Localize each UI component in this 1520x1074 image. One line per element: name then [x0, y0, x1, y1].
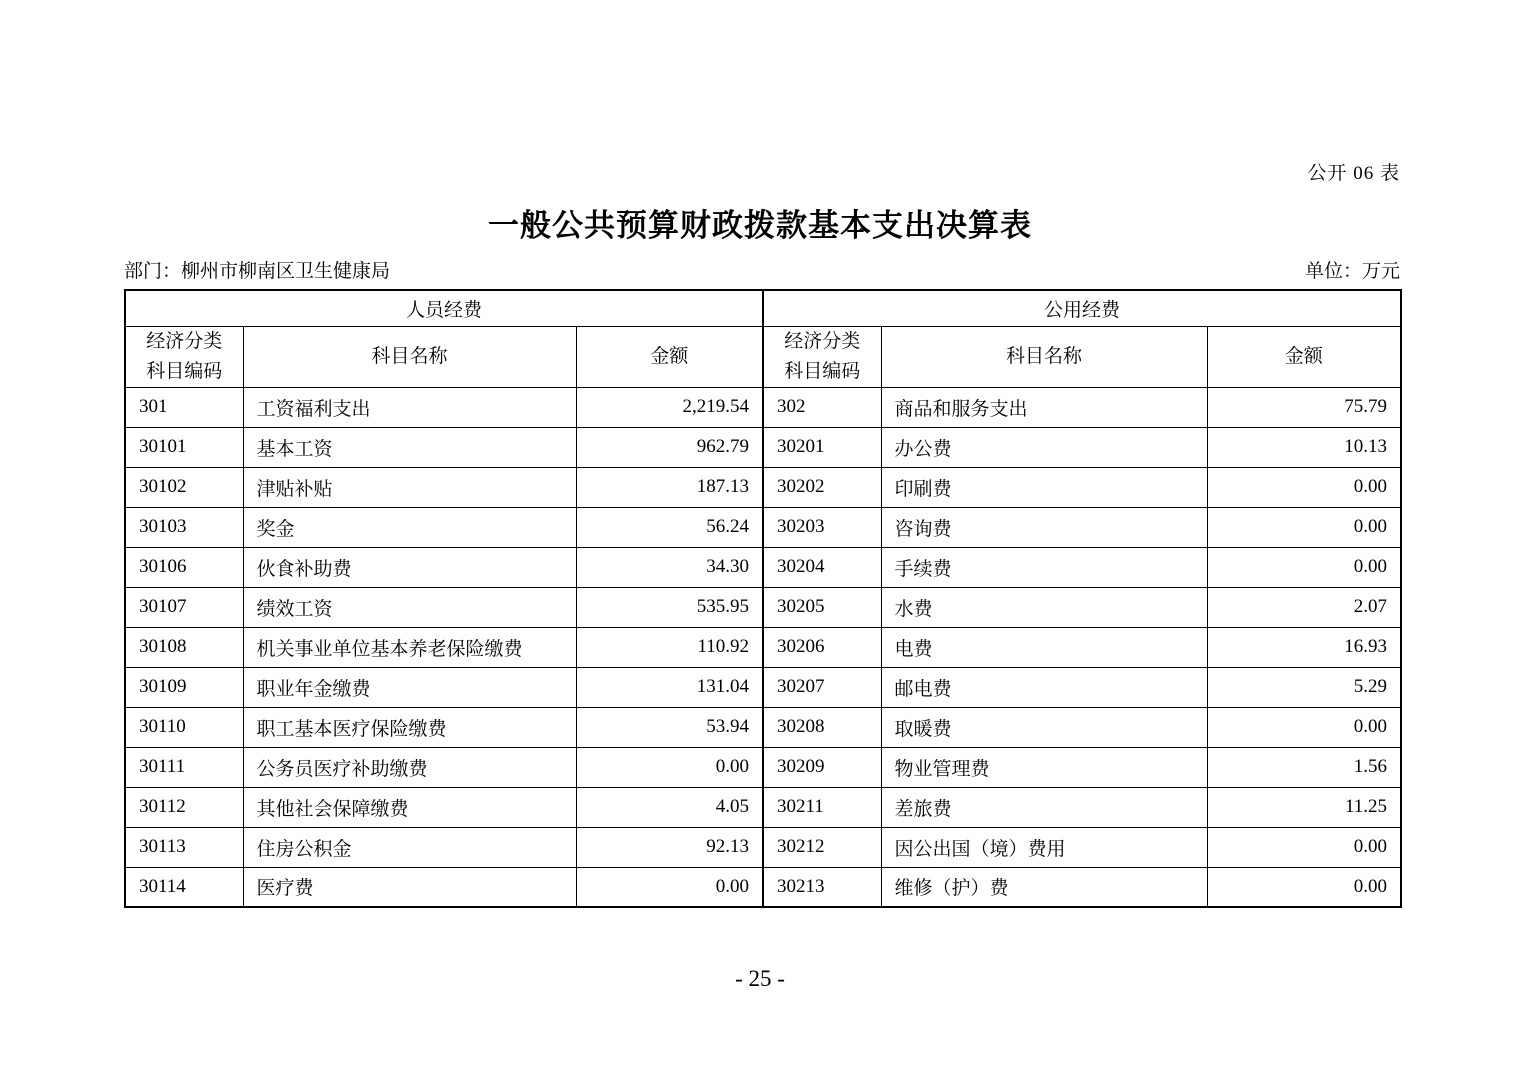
code-header-line2: 科目编码: [784, 360, 861, 382]
subject-name-cell: 工资福利支出: [243, 387, 576, 427]
subject-name-cell: 职业年金缴费: [243, 667, 576, 707]
table-row: [125, 787, 1401, 827]
column-header-code-right: [763, 326, 881, 387]
column-header-name-left: 科目名称: [243, 326, 576, 387]
amount-cell: 34.30: [576, 547, 763, 587]
subject-code-cell: 30107: [125, 587, 243, 627]
subject-code-cell: 30201: [763, 427, 881, 467]
subject-name-cell: 基本工资: [243, 427, 576, 467]
table-row: [125, 547, 1401, 587]
table-row: [125, 667, 1401, 707]
subject-name-cell: 住房公积金: [243, 827, 576, 867]
code-header-line1: 经济分类: [146, 331, 223, 353]
amount-cell: 10.13: [1207, 427, 1401, 467]
group-header-public: 公用经费: [763, 290, 1401, 326]
subject-code-cell: 30206: [763, 627, 881, 667]
subject-code-cell: 30212: [763, 827, 881, 867]
meta-row: [124, 256, 1400, 283]
subject-code-cell: 30108: [125, 627, 243, 667]
amount-cell: 962.79: [576, 427, 763, 467]
subject-code-cell: 30203: [763, 507, 881, 547]
subject-name-cell: 职工基本医疗保险缴费: [243, 707, 576, 747]
budget-table: [124, 289, 1402, 908]
subject-code-cell: 30114: [125, 867, 243, 907]
amount-cell: 2,219.54: [576, 387, 763, 427]
code-header-line1: 经济分类: [784, 331, 861, 353]
table-body: [125, 387, 1401, 907]
amount-cell: 75.79: [1207, 387, 1401, 427]
table-row: [125, 427, 1401, 467]
subject-code-cell: 30101: [125, 427, 243, 467]
amount-cell: 0.00: [1207, 507, 1401, 547]
subject-code-cell: 30213: [763, 867, 881, 907]
amount-cell: 2.07: [1207, 587, 1401, 627]
amount-cell: 4.05: [576, 787, 763, 827]
table-row: [125, 827, 1401, 867]
table-row: [125, 867, 1401, 907]
subject-name-cell: 伙食补助费: [243, 547, 576, 587]
subject-code-cell: 30113: [125, 827, 243, 867]
subject-name-cell: 商品和服务支出: [881, 387, 1207, 427]
subject-name-cell: 机关事业单位基本养老保险缴费: [243, 627, 576, 667]
subject-code-cell: 302: [763, 387, 881, 427]
subject-code-cell: 30109: [125, 667, 243, 707]
unit-label: 单位：万元: [1304, 261, 1400, 282]
subject-name-cell: 办公费: [881, 427, 1207, 467]
amount-cell: 0.00: [1207, 827, 1401, 867]
amount-cell: 0.00: [576, 747, 763, 787]
table-row: [125, 707, 1401, 747]
column-header-amount-right: 金额: [1207, 326, 1401, 387]
subject-name-cell: 手续费: [881, 547, 1207, 587]
table-row: [125, 467, 1401, 507]
table-row: [125, 747, 1401, 787]
subject-code-cell: 30112: [125, 787, 243, 827]
subject-name-cell: 医疗费: [243, 867, 576, 907]
subject-name-cell: 印刷费: [881, 467, 1207, 507]
amount-cell: 11.25: [1207, 787, 1401, 827]
subject-name-cell: 奖金: [243, 507, 576, 547]
table-row: [125, 627, 1401, 667]
amount-cell: 131.04: [576, 667, 763, 707]
doc-form-label: 公开 06 表: [1307, 163, 1400, 184]
subject-name-cell: 电费: [881, 627, 1207, 667]
subject-name-cell: 绩效工资: [243, 587, 576, 627]
amount-cell: 0.00: [1207, 867, 1401, 907]
amount-cell: 53.94: [576, 707, 763, 747]
budget-table-container: [124, 289, 1400, 908]
subject-name-cell: 取暖费: [881, 707, 1207, 747]
amount-cell: 535.95: [576, 587, 763, 627]
column-header-code-left: [125, 326, 243, 387]
subject-code-cell: 30202: [763, 467, 881, 507]
amount-cell: 0.00: [1207, 547, 1401, 587]
subject-code-cell: 30103: [125, 507, 243, 547]
subject-name-cell: 咨询费: [881, 507, 1207, 547]
table-row: [125, 507, 1401, 547]
subject-code-cell: 30102: [125, 467, 243, 507]
subject-name-cell: 差旅费: [881, 787, 1207, 827]
subject-name-cell: 维修（护）费: [881, 867, 1207, 907]
department-label: 部门：柳州市柳南区卫生健康局: [124, 261, 391, 282]
code-header-line2: 科目编码: [146, 360, 223, 382]
amount-cell: 187.13: [576, 467, 763, 507]
amount-cell: 92.13: [576, 827, 763, 867]
subject-code-cell: 30205: [763, 587, 881, 627]
table-row: [125, 387, 1401, 427]
subject-code-cell: 30106: [125, 547, 243, 587]
amount-cell: 1.56: [1207, 747, 1401, 787]
column-header-amount-left: 金额: [576, 326, 763, 387]
subject-code-cell: 301: [125, 387, 243, 427]
page-title: 一般公共预算财政拨款基本支出决算表: [488, 208, 1032, 243]
subject-name-cell: 公务员医疗补助缴费: [243, 747, 576, 787]
subject-code-cell: 30211: [763, 787, 881, 827]
column-header-row: [125, 326, 1401, 387]
subject-code-cell: 30204: [763, 547, 881, 587]
subject-code-cell: 30111: [125, 747, 243, 787]
subject-code-cell: 30208: [763, 707, 881, 747]
group-header-personnel: 人员经费: [125, 290, 763, 326]
subject-name-cell: 津贴补贴: [243, 467, 576, 507]
column-header-name-right: 科目名称: [881, 326, 1207, 387]
subject-code-cell: 30110: [125, 707, 243, 747]
amount-cell: 0.00: [1207, 707, 1401, 747]
subject-name-cell: 物业管理费: [881, 747, 1207, 787]
amount-cell: 16.93: [1207, 627, 1401, 667]
subject-name-cell: 其他社会保障缴费: [243, 787, 576, 827]
subject-name-cell: 水费: [881, 587, 1207, 627]
group-header-row: [125, 290, 1401, 326]
table-row: [125, 587, 1401, 627]
subject-code-cell: 30207: [763, 667, 881, 707]
page-number: - 25 -: [735, 966, 785, 991]
amount-cell: 56.24: [576, 507, 763, 547]
subject-name-cell: 邮电费: [881, 667, 1207, 707]
subject-code-cell: 30209: [763, 747, 881, 787]
amount-cell: 0.00: [1207, 467, 1401, 507]
amount-cell: 5.29: [1207, 667, 1401, 707]
amount-cell: 110.92: [576, 627, 763, 667]
amount-cell: 0.00: [576, 867, 763, 907]
subject-name-cell: 因公出国（境）费用: [881, 827, 1207, 867]
